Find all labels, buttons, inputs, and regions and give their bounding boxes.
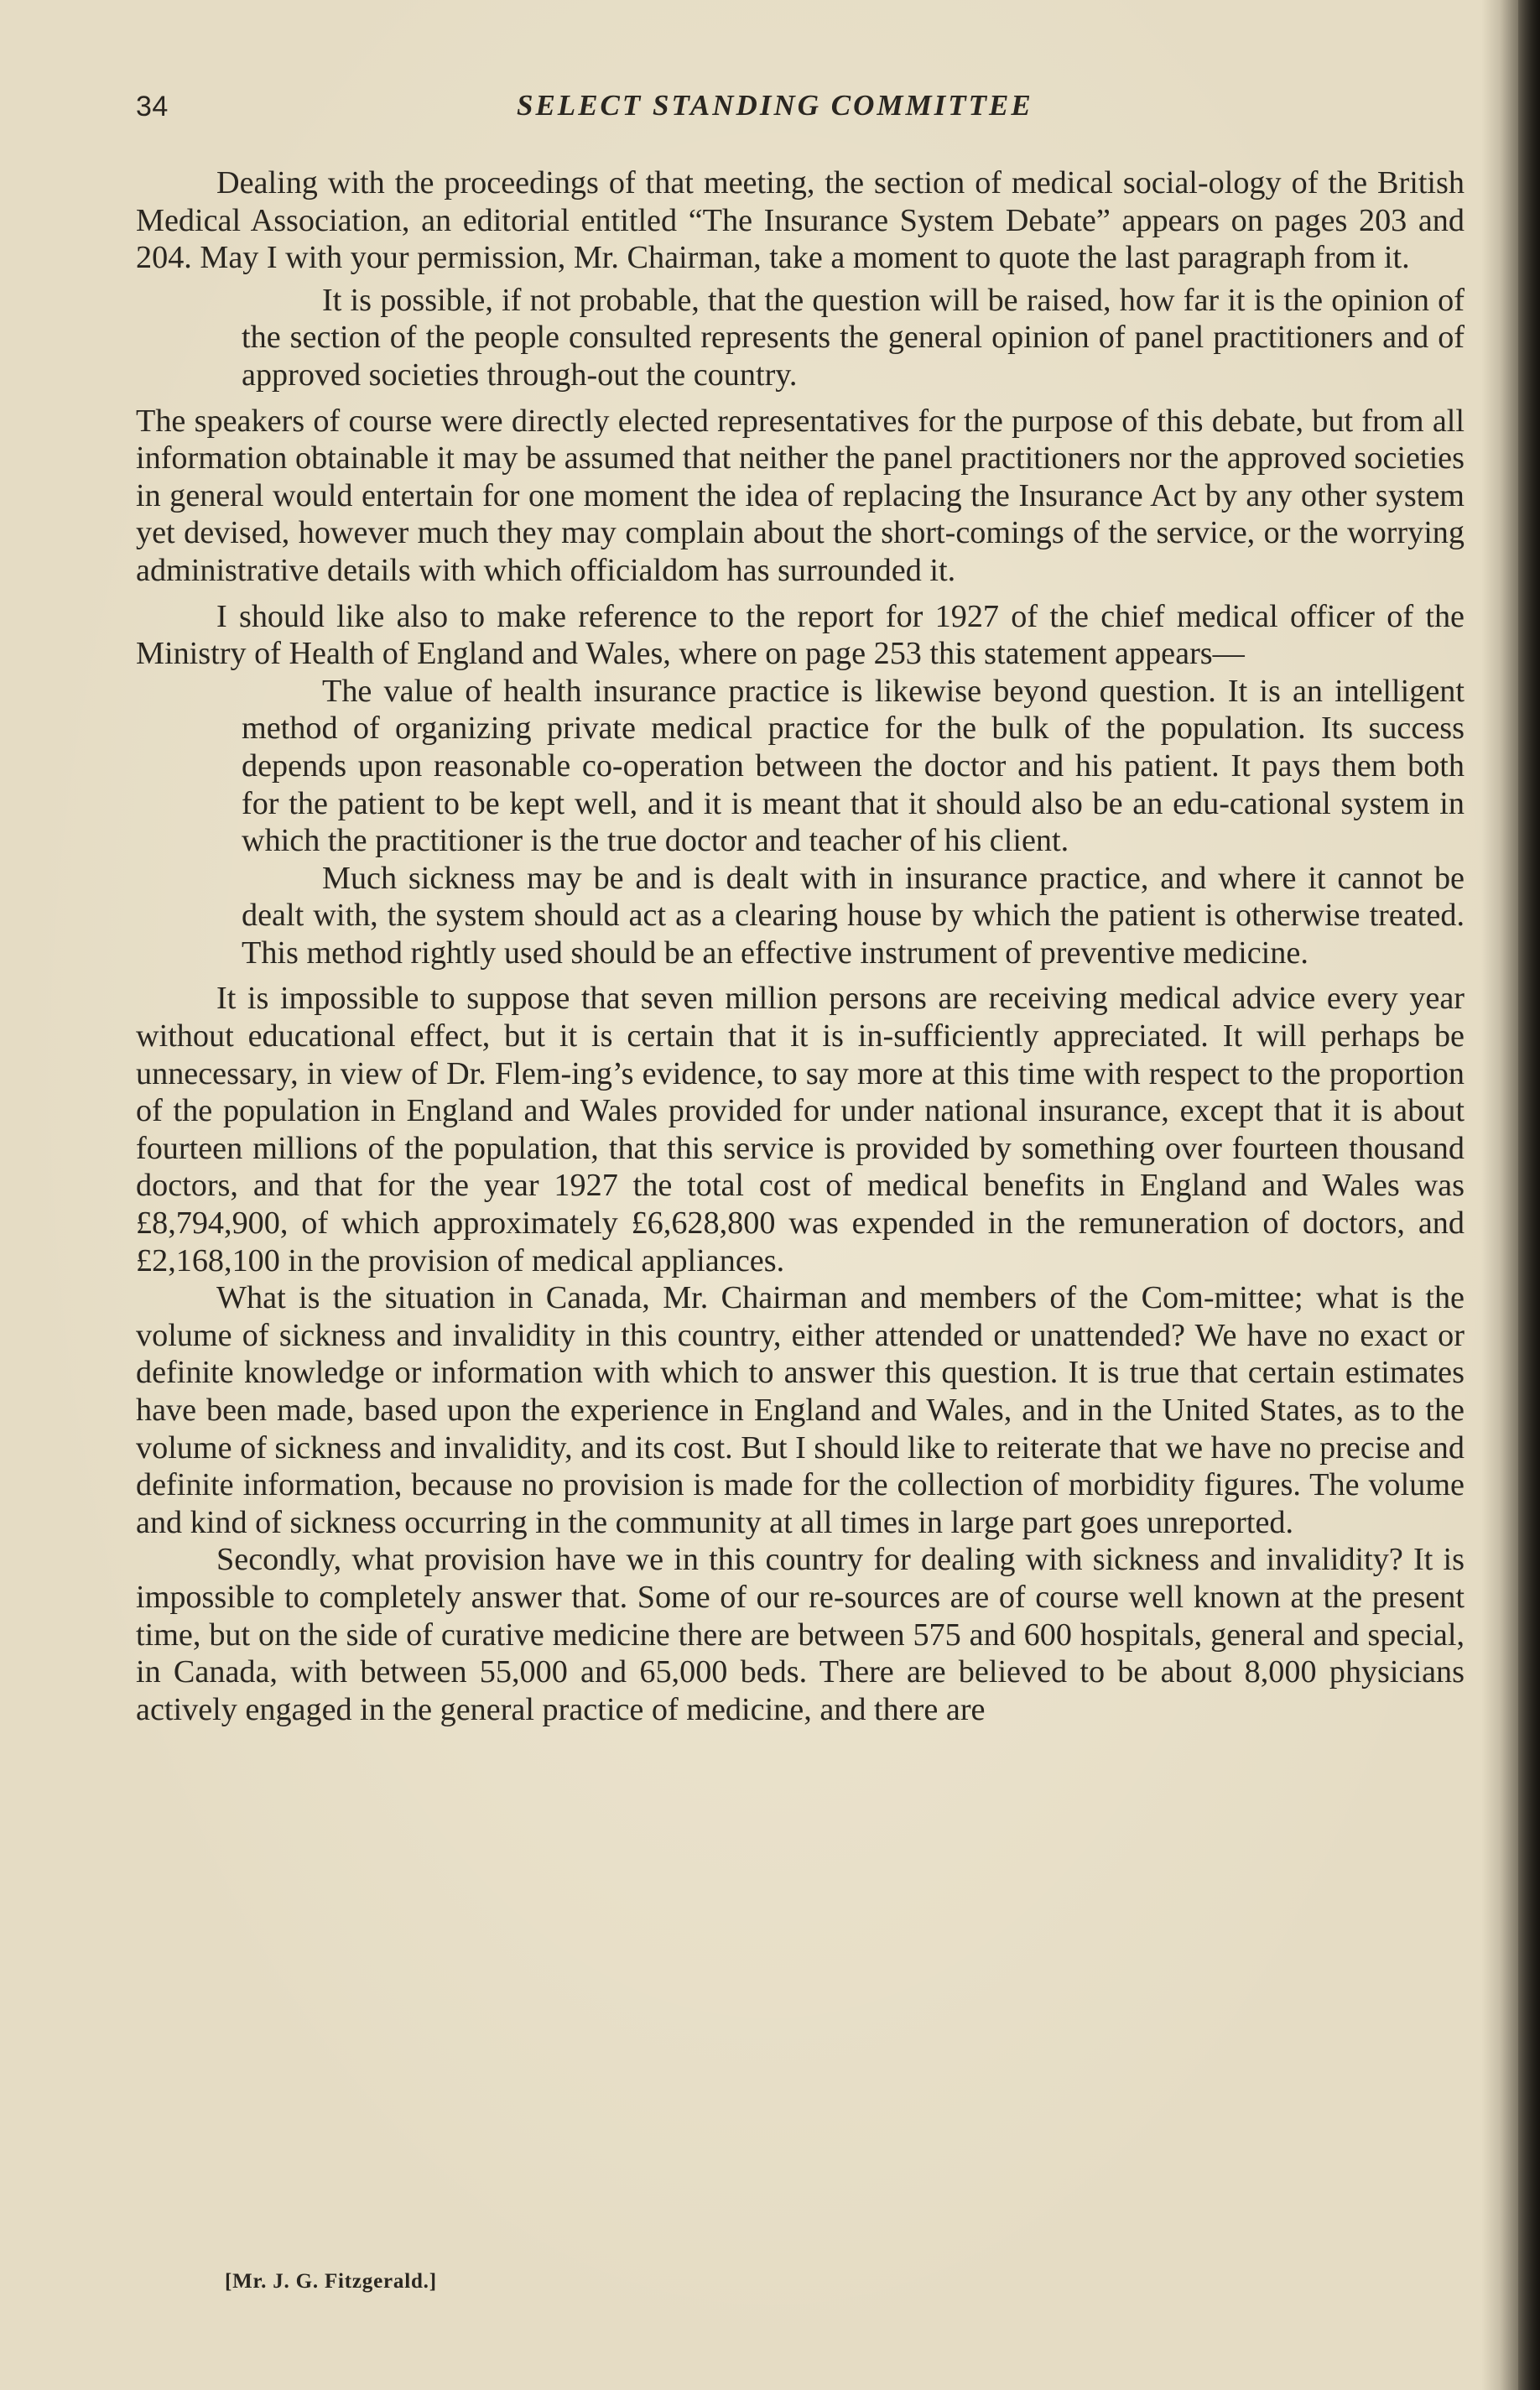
paragraph-2: The speakers of course were directly elected representatives for the purpose of this debate, but from all information obtainable it may be assumed that neither the panel practitioners nor the approved societies in general would entertain for one moment the idea of replacing the Insurance Act by any other system yet devised, however much they may complain about the short-comings of the service, or the worrying administrative details with which officialdom has surrounded it. — [136, 403, 1465, 588]
paragraph-1: Dealing with the proceedings of that meeting, the section of medical social-ology of the British Medical Association, an editorial entitled “The Insurance System Debate” appears on pages 203 and 204. May I with your permission, Mr. Chairman, take a moment to quote the last paragraph from it. — [136, 165, 1465, 276]
quotation-2: The value of health insurance practice is likewise beyond question. It is an intelligent method of organizing private medical practice for the bulk of the population. Its success depends upon reasonable co-operation between the doctor and his patient. It pays them both for the patient to be kept well, and it is meant that it should also be an edu-cational system in which the practitioner is the true doctor and teacher of his client. — [242, 673, 1465, 859]
running-title: SELECT STANDING COMMITTEE — [517, 89, 1033, 122]
quotation-1: It is possible, if not probable, that the question will be raised, how far it is the opinion of the section of the people consulted represents the general opinion of panel practitioners and of approved societies through-out the country. — [242, 282, 1465, 393]
body-text — [136, 164, 1465, 1728]
paragraph-6: Secondly, what provision have we in this country for dealing with sickness and invalidity? It is impossible to completely answer that. Some of our re-sources are of course well known at the present time, but on the side of curative medicine there are between 575 and 600 hospitals, general and special, in Canada, with between 55,000 and 65,000 beds. There are believed to be about 8,000 physicians actively engaged in the general practice of medicine, and there are — [136, 1542, 1465, 1727]
speaker-attribution: [Mr. J. G. Fitzgerald.] — [225, 2270, 437, 2293]
page-number: 34 — [136, 91, 169, 122]
paragraph-3: I should like also to make reference to the report for 1927 of the chief medical officer of the Ministry of Health of England and Wales, where on page 253 this statement appears— — [136, 598, 1465, 672]
running-head — [136, 91, 1470, 134]
quotation-3: Much sickness may be and is dealt with in insurance practice, and where it cannot be dealt with, the system should act as a clearing house by which the patient is otherwise treated. This method rightly used should be an effective instrument of preventive medicine. — [242, 860, 1465, 971]
paragraph-5: What is the situation in Canada, Mr. Chairman and members of the Com-mittee; what is the volume of sickness and invalidity in this country, either attended or unattended? We have no exact or definite knowledge or information with which to answer this question. It is true that certain estimates have been made, based upon the experience in England and Wales, and in the United States, as to the volume of sickness and invalidity, and its cost. But I should like to reiterate that we have no precise and definite information, because no provision is made for the collection of morbidity figures. The volume and kind of sickness occurring in the community at all times in large part goes unreported. — [136, 1280, 1465, 1540]
paragraph-4: It is impossible to suppose that seven million persons are receiving medical advice every year without educational effect, but it is certain that it is in-sufficiently appreciated. It will perhaps be unnecessary, in view of Dr. Flem-ing’s evidence, to say more at this time with respect to the proportion of the population in England and Wales provided for under national insurance, except that it is about fourteen millions of the population, that this service is provided by something over fourteen thousand doctors, and that for the year 1927 the total cost of medical benefits in England and Wales was £8,794,900, of which approximately £6,628,800 was expended in the remuneration of doctors, and £2,168,100 in the provision of medical appliances. — [136, 981, 1465, 1278]
page-edge-shadow — [1518, 0, 1540, 2390]
